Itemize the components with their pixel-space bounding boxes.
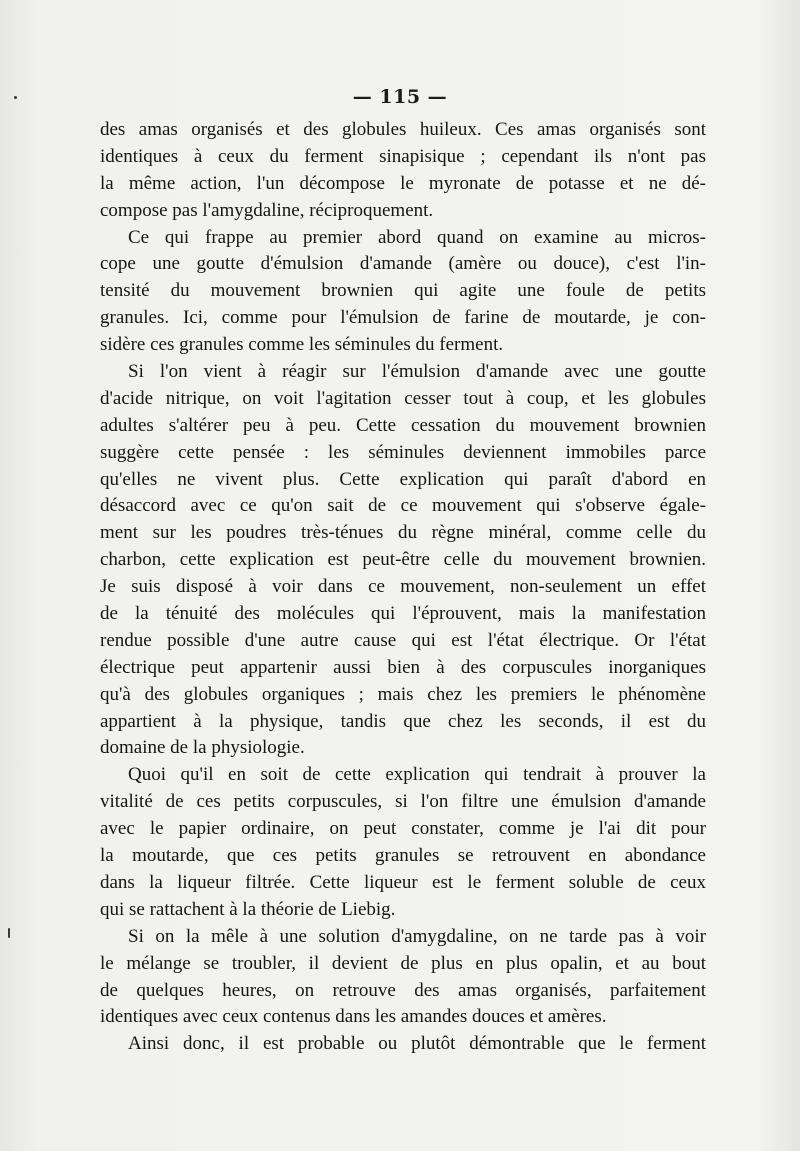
paragraph bbox=[100, 762, 706, 923]
text-line: rendue possible d'une autre cause qui est l'état électrique. Or l'état bbox=[100, 629, 706, 651]
text-line: suggère cette pensée : les séminules deviennent immobiles parce bbox=[100, 441, 706, 463]
text-line: tensité du mouvement brownien qui agite une foule de petits bbox=[100, 280, 706, 302]
text-line: de la ténuité des molécules qui l'éprouvent, mais la manifestation bbox=[100, 603, 706, 625]
margin-speck bbox=[14, 96, 17, 99]
text-line: désaccord avec ce qu'on sait de ce mouvement qui s'observe égale- bbox=[100, 495, 706, 517]
paragraph bbox=[100, 924, 706, 1032]
paragraph bbox=[100, 225, 706, 359]
text-line: électrique peut appartenir aussi bien à des corpuscules inorganiques bbox=[100, 656, 706, 678]
text-line: cope une goutte d'émulsion d'amande (amère ou douce), c'est l'in- bbox=[100, 253, 706, 275]
text-line: domaine de la physiologie. bbox=[100, 737, 305, 759]
text-line: vitalité de ces petits corpuscules, si l'on filtre une émulsion d'amande bbox=[100, 791, 706, 813]
text-line: sidère ces granules comme les séminules du ferment. bbox=[100, 334, 504, 356]
text-line: adultes s'altérer peu à peu. Cette cessation du mouvement brownien bbox=[100, 414, 706, 436]
text-line: de quelques heures, on retrouve des amas organisés, parfaitement bbox=[100, 979, 706, 1001]
text-line: granules. Ici, comme pour l'émulsion de farine de moutarde, je con- bbox=[100, 307, 706, 329]
body-text bbox=[100, 117, 706, 1058]
text-line: identiques avec ceux contenus dans les amandes douces et amères. bbox=[100, 1006, 607, 1028]
text-line: qu'à des globules organiques ; mais chez les premiers le phénomène bbox=[100, 683, 706, 705]
text-line: identiques à ceux du ferment sinapisique ; cependant ils n'ont pas bbox=[100, 145, 706, 167]
text-line: Ce qui frappe au premier abord quand on examine au micros- bbox=[128, 226, 706, 248]
text-line: la même action, l'un décompose le myronate de potasse et ne dé- bbox=[100, 172, 706, 194]
margin-speck bbox=[8, 928, 10, 938]
text-line: la moutarde, que ces petits granules se retrouvent en abondance bbox=[100, 845, 706, 867]
paragraph bbox=[100, 359, 706, 762]
text-line: avec le papier ordinaire, on peut constater, comme je l'ai dit pour bbox=[100, 818, 706, 840]
text-line: compose pas l'amygdaline, réciproquement. bbox=[100, 199, 434, 221]
text-line: Quoi qu'il en soit de cette explication qui tendrait à prouver la bbox=[128, 764, 706, 786]
text-line: Si l'on vient à réagir sur l'émulsion d'amande avec une goutte bbox=[128, 361, 706, 383]
text-line: charbon, cette explication est peut-être celle du mouvement brownien. bbox=[100, 549, 706, 571]
text-line: dans la liqueur filtrée. Cette liqueur est le ferment soluble de ceux bbox=[100, 871, 706, 893]
text-line: Je suis disposé à voir dans ce mouvement, non-seulement un effet bbox=[100, 576, 706, 598]
text-line: Ainsi donc, il est probable ou plutôt démontrable que le ferment bbox=[128, 1033, 706, 1055]
paragraph bbox=[100, 117, 706, 225]
paragraph bbox=[100, 1031, 706, 1058]
text-line: appartient à la physique, tandis que chez les seconds, il est du bbox=[100, 710, 706, 732]
text-line: Si on la mêle à une solution d'amygdaline, on ne tarde pas à voir bbox=[128, 925, 706, 947]
text-line: ment sur les poudres très-ténues du règne minéral, comme celle du bbox=[100, 522, 706, 544]
text-line: d'acide nitrique, on voit l'agitation cesser tout à coup, et les globules bbox=[100, 387, 706, 409]
text-line: qu'elles ne vivent plus. Cette explication qui paraît d'abord en bbox=[100, 468, 706, 490]
text-line: le mélange se troubler, il devient de plus en plus opalin, et au bout bbox=[100, 952, 706, 974]
text-line: des amas organisés et des globules huileux. Ces amas organisés sont bbox=[100, 119, 706, 140]
page-number: — 115 — bbox=[352, 86, 448, 108]
text-line: qui se rattachent à la théorie de Liebig. bbox=[100, 898, 396, 920]
